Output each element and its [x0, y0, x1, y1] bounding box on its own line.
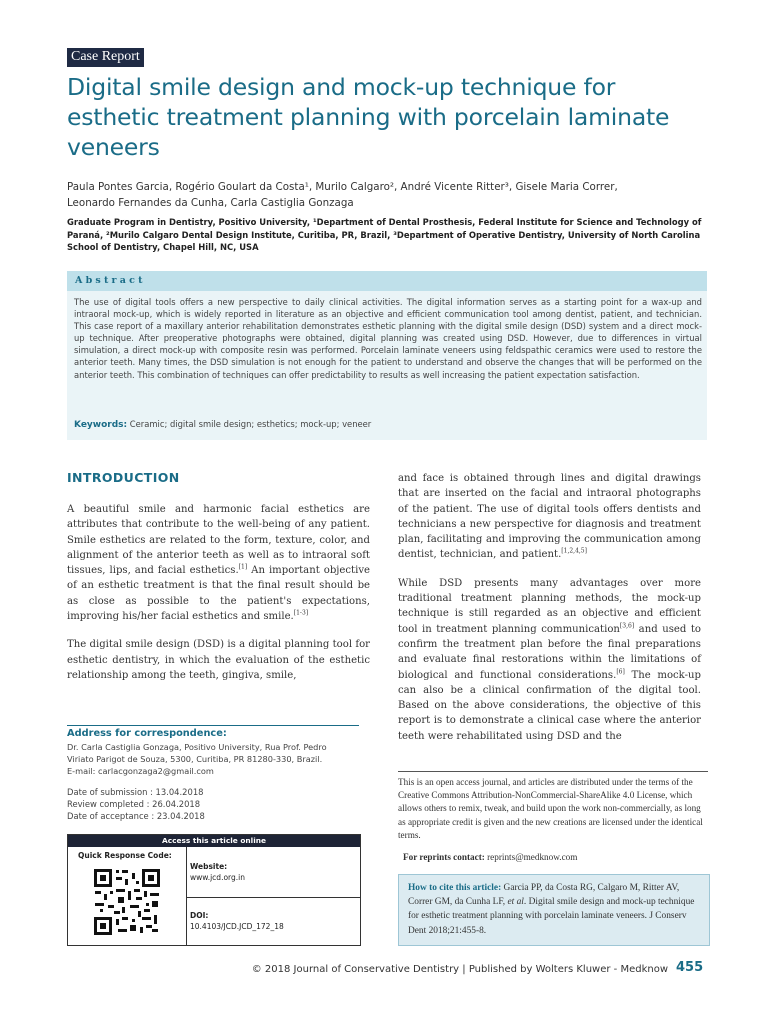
website-link[interactable]: www.jcd.org.in [190, 873, 245, 882]
affiliation-line-2: Paraná, ²Murilo Calgaro Dental Design Institute, Curitiba, PR, Brazil, ³Department of Operative Dentistry, University of North Carolina [67, 229, 701, 240]
citation-part-a: Garcia PP, da Costa RG, Calgaro M, Ritter AV, Correr GM, da Cunha LF, [408, 883, 680, 908]
keywords-label: Keywords: [74, 420, 128, 430]
citation-text [408, 881, 701, 938]
address-line-2: Viriato Parigot de Souza, 5300, Curitiba, PR 81280-330, Brazil. [67, 754, 323, 764]
article-dates [67, 786, 205, 822]
date-submission: Date of submission : 13.04.2018 [67, 787, 204, 797]
date-review: Review completed : 26.04.2018 [67, 799, 201, 809]
abstract-box [67, 271, 707, 440]
correspondence-title: Address for correspondence: [67, 725, 359, 739]
intro-r2-text-b: and used to confirm the treatment plan before the final preparations and evaluate final restorations within the limitations of biological and functional considerations. [398, 623, 701, 681]
intro-r1-text: and face is obtained through lines and digital drawings that are inserted on the facial and intraoral photographs of the patient. The use of digital tools offers dentists and technicians a new perspective for diagnosis and treatment plan, facilitating and improving the communication among dentist, technician, and patient. [398, 473, 701, 561]
page-footer: © 2018 Journal of Conservative Dentistry | Published by Wolters Kluwer - Medknow [251, 964, 668, 975]
abstract-heading: Abstract [75, 275, 146, 286]
citation-box [398, 874, 710, 946]
author-line-2: Leonardo Fernandes da Cunha, Carla Castiglia Gonzaga [67, 197, 354, 209]
author-line-1: Paula Pontes Garcia, Rogério Goulart da Costa¹, Murilo Calgaro², André Vicente Ritter³, Gisele Maria Correr, [67, 181, 618, 193]
qr-cell [68, 847, 187, 945]
article-title: Digital smile design and mock-up technique for esthetic treatment planning with porcelain laminate veneers [67, 73, 670, 161]
keywords-list: Ceramic; digital smile design; esthetics; mock-up; veneer [129, 419, 372, 429]
correspondence-address [67, 741, 367, 777]
citation-label: How to cite this article: [408, 883, 502, 893]
intro-paragraph-1 [67, 502, 370, 624]
affiliation-line-1: Graduate Program in Dentistry, Positivo University, ¹Department of Dental Prosthesis, Federal Institute for Science and Technology of [67, 217, 702, 227]
access-header: Access this article online [68, 835, 360, 847]
license-note: This is an open access journal, and articles are distributed under the terms of the Creative Commons Attribution-NonCommercial-ShareAlike 4.0 License, which allows others to remix, tweak, and build upon the work non-commercially, as long as appropriate credit is given and the new creations are licensed under the identical terms. [398, 771, 708, 842]
qr-code-icon[interactable] [92, 867, 162, 937]
doi-value[interactable]: 10.4103/JCD.JCD_172_18 [190, 922, 284, 931]
address-line-1: Dr. Carla Castiglia Gonzaga, Positivo University, Rua Prof. Pedro [67, 742, 327, 752]
citation-part-b: . Digital smile design and mock-up technique for esthetic treatment planning with porcelain laminate veneers. J Conserv Dent 2018;21:455-8. [408, 897, 695, 936]
date-acceptance: Date of acceptance : 23.04.2018 [67, 811, 205, 821]
citation-etal: et al [507, 897, 524, 908]
intro-p1-text: A beautiful smile and harmonic facial esthetics are attributes that contribute to the well-being of any patient. Smile esthetics are related to the form, texture, color, and alignment of the anterior teeth as well as to intraoral soft tissues, lips, and facial esthetics. [67, 504, 370, 577]
citation-ref[interactable]: [1,2,4,5] [561, 548, 587, 556]
intro-paragraph-4 [398, 576, 701, 744]
intro-p1-continued: An important objective of an esthetic treatment is that the final result should be as close as possible to the patient's expectations, improving his/her facial esthetics and smile. [67, 565, 370, 623]
abstract-text: The use of digital tools offers a new perspective to daily clinical activities. The digital information serves as a starting point for a wax-up and intraoral mock-up, which is widely reported in literature as an objective and efficient communication tool among dentist, patient, and technician. This case report of a maxillary anterior rehabilitation demonstrates esthetic planning with the digital smile design (DSD) system and a direct mock-up technique. After preoperative photographs were obtained, digital planning was created using DSD. However, due to differences in virtual simulation, a direct mock-up with composite resin was performed. Porcelain laminate veneers using feldspathic ceramics were used to restore the anterior teeth. Many times, the DSD simulation is not enough for the patient to understand and observe the changes that will be performed on the anterior teeth. This combination of techniques can offer predictability to results as well increasing the patient expectation satisfaction. [74, 297, 702, 380]
intro-r2-text-a: While DSD presents many advantages over more traditional treatment planning methods, the mock-up technique is still regarded as an objective and efficient tool in treatment planning communication [398, 577, 701, 635]
abstract-header [67, 271, 707, 291]
intro-paragraph-2: The digital smile design (DSD) is a digital planning tool for esthetic dentistry, in which the evaluation of the esthetic relationship among the teeth, gingiva, smile, [67, 639, 370, 681]
reprints-email[interactable]: reprints@medknow.com [487, 852, 578, 862]
doi-label: DOI: [190, 911, 209, 920]
intro-r2-text-c: The mock-up can also be a clinical confirmation of the digital tool. Based on the above considerations, the objective of this report is to demonstrate a clinical case where the anterior teeth were rehabilitated using DSD and the [398, 669, 701, 742]
affiliations [67, 216, 707, 254]
affiliation-line-3: School of Dentistry, Chapel Hill, NC, USA [67, 242, 259, 253]
page-number: 455 [676, 960, 704, 975]
qr-label: Quick Response Code: [78, 851, 172, 860]
website-label: Website: [190, 862, 228, 871]
citation-ref[interactable]: [3,6] [619, 622, 635, 630]
keywords [74, 419, 702, 430]
email-line[interactable]: E-mail: carlacgonzaga2@gmail.com [67, 766, 214, 776]
right-column [398, 471, 701, 744]
citation-ref[interactable]: [1-3] [293, 609, 309, 617]
author-list [67, 179, 707, 211]
reprints-contact [403, 852, 577, 862]
reprints-label: For reprints contact: [403, 852, 485, 862]
introduction-heading: INTRODUCTION [67, 470, 180, 485]
access-divider [186, 897, 360, 898]
citation-ref[interactable]: [6] [616, 668, 625, 676]
citation-ref[interactable]: [1] [238, 563, 248, 571]
intro-paragraph-3 [398, 471, 701, 563]
article-type-badge: Case Report [67, 48, 144, 67]
access-online-box [67, 834, 361, 946]
left-column [67, 502, 370, 683]
